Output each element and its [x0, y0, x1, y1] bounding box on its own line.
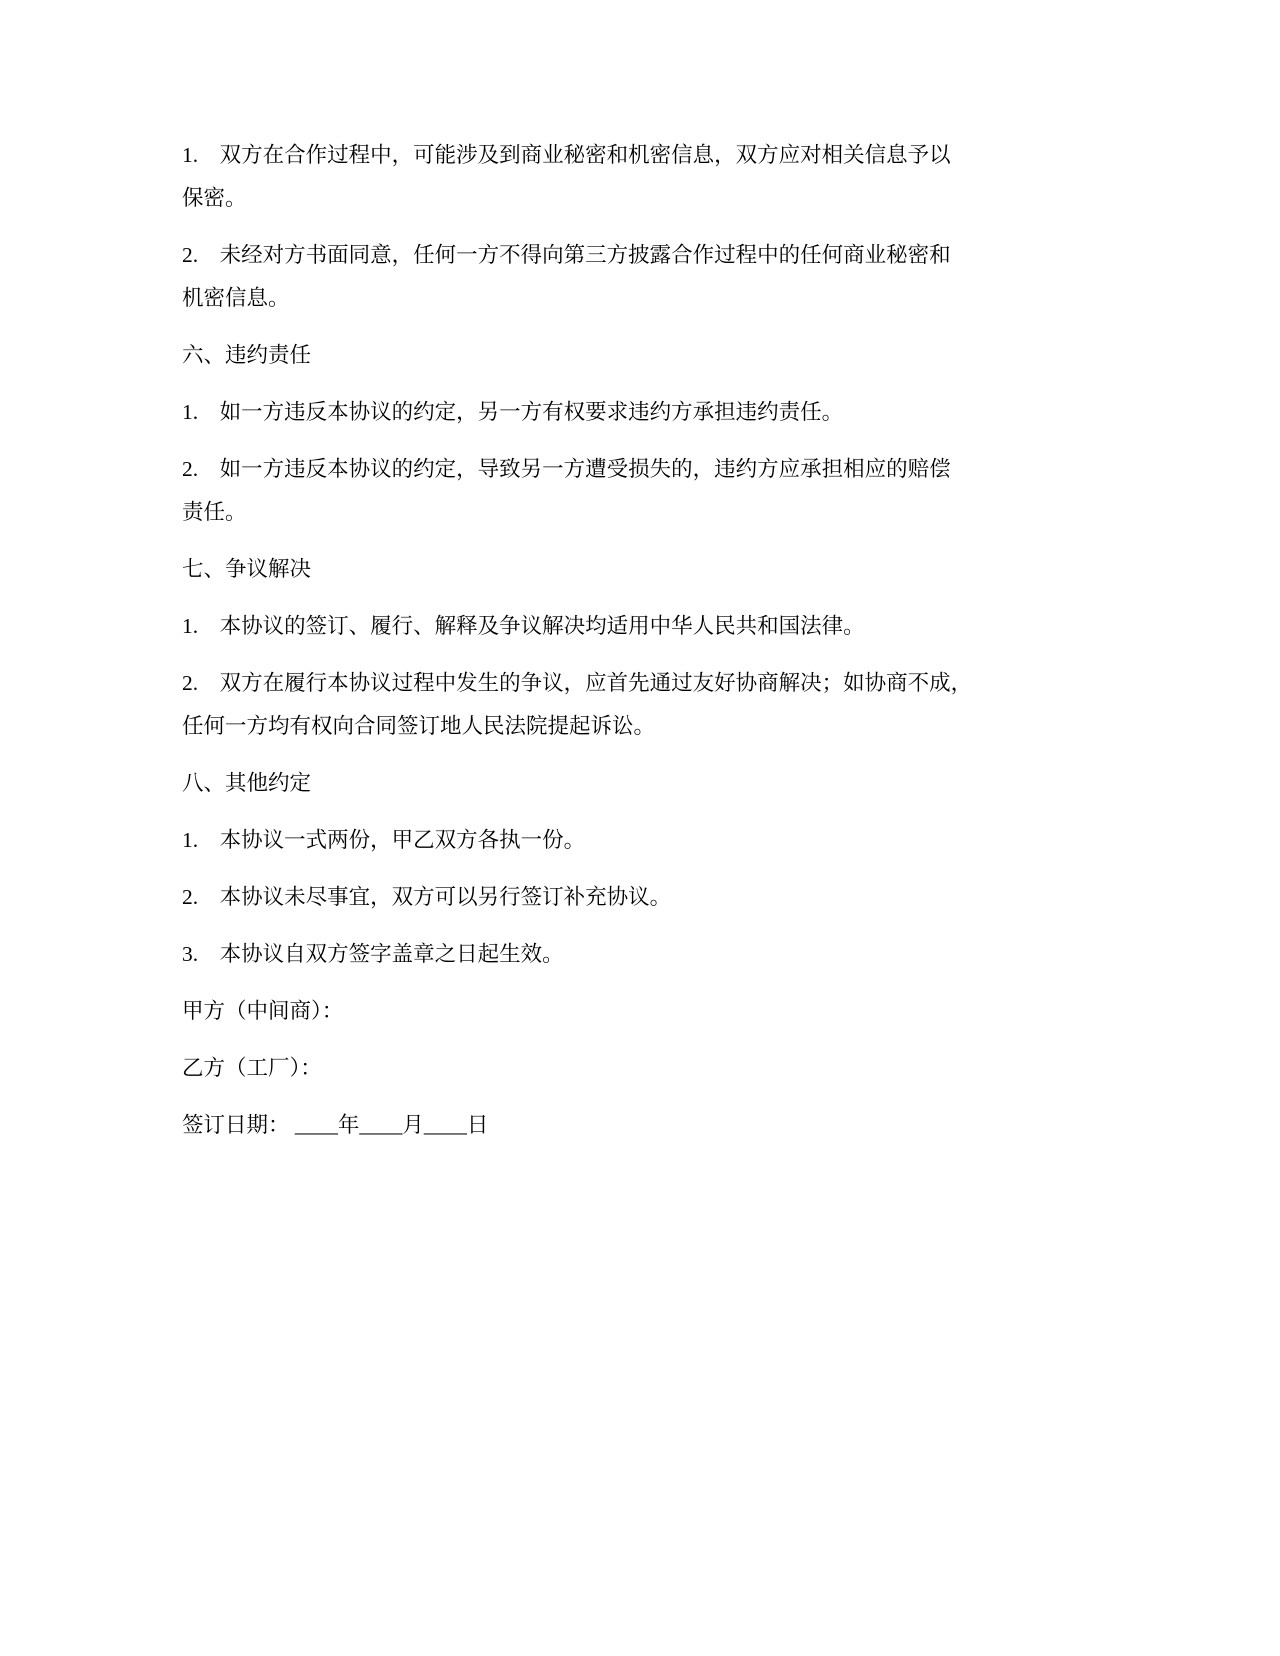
- text-line: 2. 本协议未尽事宜，双方可以另行签订补充协议。: [182, 885, 672, 909]
- text-line: 任何一方均有权向合同签订地人民法院提起诉讼。: [182, 714, 656, 738]
- text-line: 1. 本协议一式两份，甲乙双方各执一份。: [182, 828, 586, 852]
- clause-dispute-1: [182, 605, 972, 648]
- text-line: 1. 双方在合作过程中，可能涉及到商业秘密和机密信息，双方应对相关信息予以: [182, 143, 951, 167]
- signature-line-party-b: [182, 1047, 972, 1090]
- section-heading-dispute-resolution: [182, 548, 972, 591]
- clause-dispute-2: [182, 662, 972, 748]
- clause-breach-1: [182, 391, 972, 434]
- signing-date-line: [182, 1104, 972, 1147]
- clause-other-3: [182, 933, 972, 976]
- clause-other-2: [182, 876, 972, 919]
- text-line: 乙方（工厂）：: [182, 1056, 322, 1080]
- clause-confidentiality-1: [182, 134, 972, 220]
- text-line: 1. 本协议的签订、履行、解释及争议解决均适用中华人民共和国法律。: [182, 614, 865, 638]
- heading-line: 七、争议解决: [182, 557, 312, 581]
- text-line: 2. 双方在履行本协议过程中发生的争议，应首先通过友好协商解决；如协商不成，: [182, 671, 973, 695]
- section-heading-other-terms: [182, 762, 972, 805]
- text-line: 甲方（中间商）：: [182, 999, 344, 1023]
- clause-other-1: [182, 819, 972, 862]
- text-line: 2. 如一方违反本协议的约定，导致另一方遭受损失的，违约方应承担相应的赔偿: [182, 457, 951, 481]
- section-heading-breach-liability: [182, 334, 972, 377]
- text-line: 1. 如一方违反本协议的约定，另一方有权要求违约方承担违约责任。: [182, 400, 844, 424]
- text-line: 3. 本协议自双方签字盖章之日起生效。: [182, 942, 564, 966]
- heading-line: 八、其他约定: [182, 771, 312, 795]
- signature-line-party-a: [182, 990, 972, 1033]
- heading-line: 六、违约责任: [182, 343, 312, 367]
- clause-breach-2: [182, 448, 972, 534]
- text-line: 责任。: [182, 500, 247, 524]
- document-content: [182, 134, 972, 1161]
- text-line: 机密信息。: [182, 286, 290, 310]
- text-line: 签订日期： ____年____月____日: [182, 1113, 489, 1137]
- clause-confidentiality-2: [182, 234, 972, 320]
- text-line: 保密。: [182, 186, 247, 210]
- text-line: 2. 未经对方书面同意，任何一方不得向第三方披露合作过程中的任何商业秘密和: [182, 243, 951, 267]
